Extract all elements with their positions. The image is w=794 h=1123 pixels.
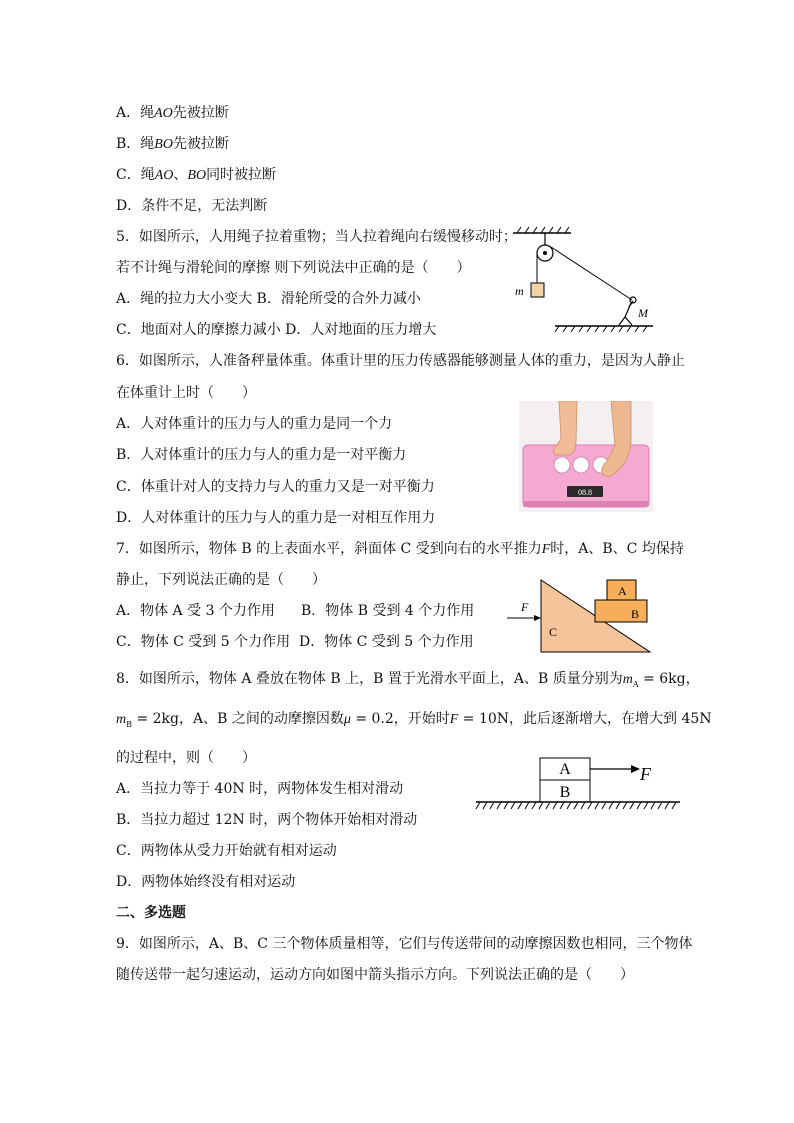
q5-stem-line1: 5．如图所示，人用绳子拉着重物；当人拉着绳向右缓慢移动时； xyxy=(116,229,517,245)
q8-stem-line3: 的过程中，则（ ） xyxy=(116,750,256,766)
q5-stem-line2: 若不计绳与滑轮间的摩擦 则下列说法中正确的是（ ） xyxy=(116,260,471,276)
q8-option-d: D．两物体始终没有相对运动 xyxy=(116,874,296,890)
q6-option-d: D．人对体重计的压力与人的重力是一对相互作用力 xyxy=(116,510,436,526)
q7-option-b: B．物体 B 受到 4 个力作用 xyxy=(301,603,475,619)
q6-option-c: C．体重计对人的支持力与人的重力又是一对平衡力 xyxy=(116,479,435,495)
mass-label-m: m xyxy=(515,284,524,298)
q5-options-ab: A．绳的拉力大小变大 B．滑轮所受的合外力减小 xyxy=(116,291,421,307)
q7-stem-line1: 7．如图所示，物体 B 的上表面水平，斜面体 C 受到向右的水平推力F时，A、B、C 均保持 xyxy=(116,541,684,557)
push-arrow xyxy=(534,615,541,621)
mass-label-M: M xyxy=(638,306,648,320)
label-b: B xyxy=(559,784,571,801)
q8-option-b: B．当拉力超过 12N 时，两个物体开始相对滑动 xyxy=(116,812,418,828)
q9-stem-line1: 9．如图所示，A、B、C 三个物体质量相等，它们与传送带间的动摩擦因数也相同，三个物体 xyxy=(116,936,693,952)
label-f: F xyxy=(640,764,651,784)
q7-option-a: A．物体 A 受 3 个力作用 xyxy=(116,603,275,619)
label-a: A xyxy=(618,584,627,598)
label-c: C xyxy=(549,625,558,639)
prev-option-b: B．绳BO先被拉断 xyxy=(116,136,229,152)
q6-scale-photo xyxy=(519,401,653,512)
label-b: B xyxy=(631,607,640,621)
q6-option-a: A．人对体重计的压力与人的重力是同一个力 xyxy=(116,416,393,432)
prev-option-a: A．绳AO先被拉断 xyxy=(116,105,229,121)
bathroom-scale xyxy=(523,445,649,507)
q9-stem-line2: 随传送带一起匀速运动，运动方向如图中箭头指示方向。下列说法正确的是（ ） xyxy=(116,967,634,983)
q7-option-c: C．物体 C 受到 5 个力作用 xyxy=(116,634,291,650)
block-b xyxy=(595,600,647,622)
q7-incline-figure xyxy=(505,578,655,656)
prev-option-d: D．条件不足，无法判断 xyxy=(116,198,268,214)
q7-stem-line2: 静止，下列说法正确的是（ ） xyxy=(116,572,326,588)
q6-option-b: B．人对体重计的压力与人的重力是一对平衡力 xyxy=(116,447,407,463)
q8-option-a: A．当拉力等于 40N 时，两物体发生相对滑动 xyxy=(116,781,404,797)
q5-pulley-figure xyxy=(505,225,655,335)
q8-stem-line2: $m_B = 2kg$，A、B 之间的动摩擦因数μ = 0.2，开始时F = 10N，此后逐渐增大，在增大到 45N xyxy=(116,711,712,729)
label-a: A xyxy=(559,761,571,778)
person-icon xyxy=(619,297,636,325)
q5-options-cd: C．地面对人的摩擦力减小 D．人对地面的压力增大 xyxy=(116,322,437,338)
section-title-multiple-choice: 二、多选题 xyxy=(116,905,186,921)
q6-stem-line2: 在体重计上时（ ） xyxy=(116,385,256,401)
q6-stem-line1: 6．如图所示，人准备秤量体重。体重计里的压力传感器能够测量人体的重力，是因为人静止 xyxy=(116,353,685,369)
q8-stem-line1: 8．如图所示，物体 A 叠放在物体 B 上，B 置于光滑水平面上，A、B 质量分别为$m_A = 6kg$， xyxy=(116,671,700,689)
label-f: F xyxy=(521,600,529,614)
pull-arrow xyxy=(631,765,640,773)
q7-option-d: D．物体 C 受到 5 个力作用 xyxy=(299,634,474,650)
q8-stacked-blocks-figure xyxy=(474,754,684,814)
hanging-weight xyxy=(531,283,544,297)
scale-reading: 08.8 xyxy=(578,488,592,497)
prev-option-c: C．绳AO、BO同时被拉断 xyxy=(116,167,277,183)
q8-option-c: C．两物体从受力开始就有相对运动 xyxy=(116,843,337,859)
